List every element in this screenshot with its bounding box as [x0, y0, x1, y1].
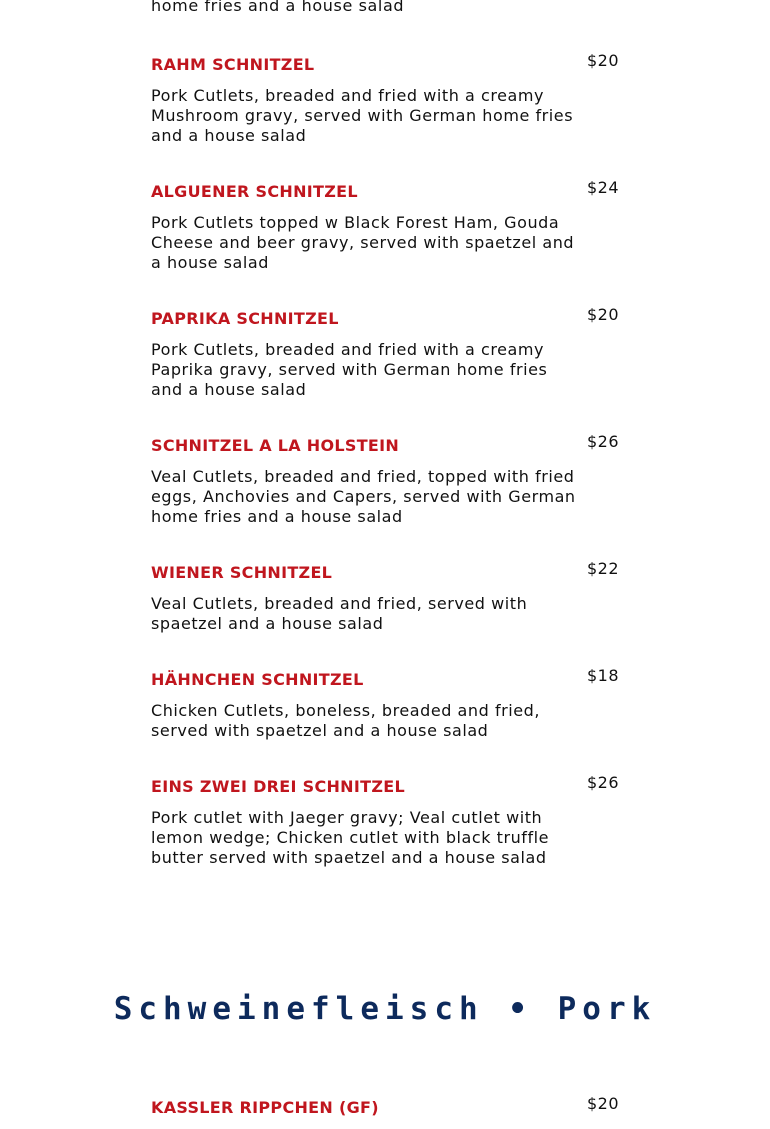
menu-item-name: RAHM SCHNITZEL	[151, 55, 315, 74]
menu-item-description: Chicken Cutlets, boneless, breaded and fried, served with spaetzel and a house salad	[151, 701, 540, 740]
menu-item-price: $18	[586, 666, 619, 685]
menu-item-name: SCHNITZEL A LA HOLSTEIN	[151, 436, 400, 455]
menu-item-description: Pork cutlet with Jaeger gravy; Veal cutlet with lemon wedge; Chicken cutlet with black truffle butter served with spaetzel and a house salad	[151, 808, 550, 867]
menu-item-name: PAPRIKA SCHNITZEL	[151, 309, 339, 328]
menu-item-name: WIENER SCHNITZEL	[151, 563, 333, 582]
menu-item-price: $20	[586, 1094, 619, 1113]
menu-item-name: ALGUENER SCHNITZEL	[151, 182, 358, 201]
menu-item-price: $22	[586, 559, 619, 578]
menu-item-name: HÄHNCHEN SCHNITZEL	[151, 670, 364, 689]
menu-item-description: Pork Cutlets, breaded and fried with a creamy Mushroom gravy, served with German home fries and a house salad	[151, 86, 574, 145]
menu-item-name: EINS ZWEI DREI SCHNITZEL	[151, 777, 405, 796]
menu-item-price: $26	[586, 773, 619, 792]
menu-item-price: $20	[586, 51, 619, 70]
menu-item-description: Veal Cutlets, breaded and fried, served with spaetzel and a house salad	[151, 594, 528, 633]
menu-item-description: Veal Cutlets, breaded and fried, topped with fried eggs, Anchovies and Capers, served with German home fries and a house salad	[151, 467, 576, 526]
menu-item-price: $24	[586, 178, 619, 197]
menu-item-price: $26	[586, 432, 619, 451]
menu-item-description: Pork Cutlets, breaded and fried with a creamy Paprika gravy, served with German home fries and a house salad	[151, 340, 548, 399]
menu-item-name: KASSLER RIPPCHEN (GF)	[151, 1098, 379, 1117]
previous-item-description-fragment: home fries and a house salad	[151, 0, 405, 15]
section-heading-pork: Schweinefleisch • Pork	[113, 991, 657, 1027]
menu-item-description: Pork Cutlets topped w Black Forest Ham, Gouda Cheese and beer gravy, served with spaetzel and a house salad	[151, 213, 575, 272]
menu-item-price: $20	[586, 305, 619, 324]
